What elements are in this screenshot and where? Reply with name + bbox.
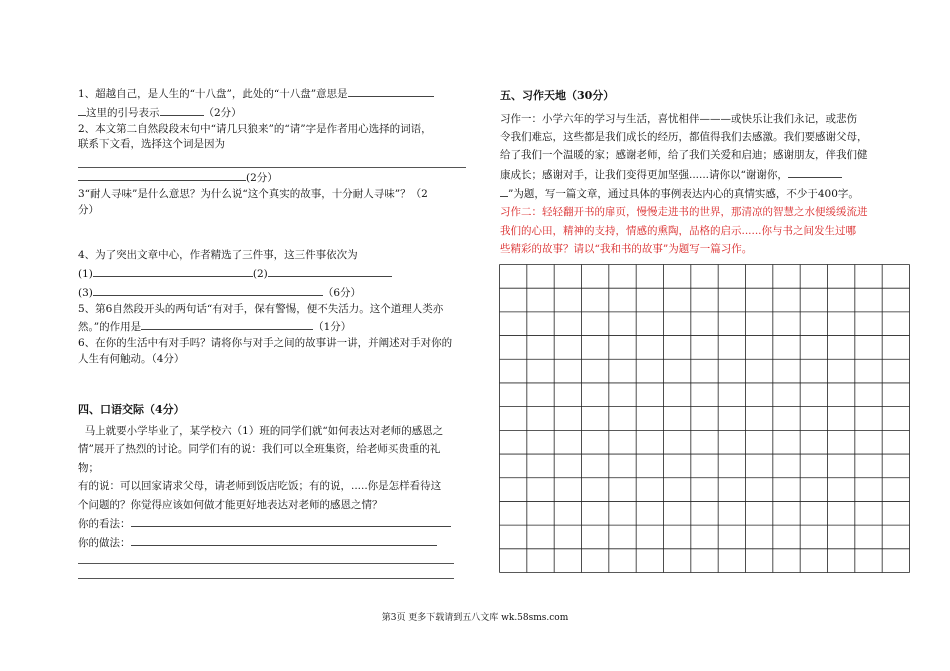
- title-blank: [500, 184, 508, 197]
- writing-prompt-2: 习作二：轻轻翻开书的扉页，慢慢走进书的世界，那清凉的智慧之水便缓缓流进 我们的心田，精神的支持，情感的熏陶，品格的启示......你与书之间发生过哪 些精彩的故事？请以“我和书的故事”为题写一篇习作。: [500, 206, 868, 256]
- answer-line: [78, 564, 454, 579]
- answer-line: [78, 153, 466, 168]
- question-5: 5、第6自然段开头的两句话“有对手，保有警惕，便不失活力。这个道理人类亦 然。”的作用是 （1分）: [78, 302, 444, 334]
- answer-blank: [141, 317, 313, 330]
- question-2-continued: (2分）: [78, 168, 470, 187]
- page-footer: 第3页 更多下载请到五八文库 wk.58sms.com: [381, 613, 569, 623]
- writing-column: [500, 88, 910, 259]
- writing-prompt-1: 习作一：小学六年的学习与生活，喜忧相伴———或快乐让我们永记，或悲伤 令我们难忘，这些都是我们成长的经历，都值得我们去感激。我们要感谢父母， 给了我们一个温暖的家；感谢老师，给了我们关爱和启迪；感谢朋友，伴我们健 康成长；感谢对手，让我们变得更加坚强......请你以“谢谢你， ”为题，写一篇文章，通过具体的事例表达内心的真情实感，不少于400字。: [500, 112, 868, 200]
- question-1: 1、超越自己，是人生的“十八盘”，此处的“十八盘”意思是 这里的引号表示 （2分）: [78, 84, 470, 122]
- action-answer-line: [131, 533, 437, 546]
- section-5-title: 五、习作天地（30分）: [500, 89, 615, 102]
- view-answer-line: [131, 514, 451, 527]
- question-2: 2、本文第二自然段段末句中“请几只狼来”的“请”字是作者用心选择的词语， 联系下文看，选择这个词是因为: [78, 122, 432, 151]
- answer-blank: [160, 103, 204, 116]
- answer-blank: [93, 264, 253, 277]
- answer-blank: [78, 103, 86, 116]
- answer-line: [78, 553, 454, 564]
- question-3: 3“耐人寻味”是什么意思？为什么说“这个真实的故事，十分耐人寻味”？（2 分）: [78, 187, 428, 216]
- section-4-prompt: 马上就要小学毕业了，某学校六（1）班的同学们就“如何表达对老师的感恩之 情”展开了热烈的讨论。同学们有的说：我们可以全班集资，给老师买贵重的礼 物； 有的说：可以回家请求父母，请老师到饭店吃饭；有的说，.....你是怎样看待这 个问题的？你觉得应该如何做才能更好地表达对老师的感恩之情？: [78, 425, 444, 511]
- question-4: 4、为了突出文章中心，作者精选了三件事，这三件事依次为 (1) (2) (3) （6分）: [78, 248, 470, 301]
- answer-blank: [268, 264, 392, 277]
- answer-blank: [78, 168, 246, 181]
- answer-blank: [93, 283, 323, 296]
- essay-grid[interactable]: [499, 264, 910, 573]
- answer-blank: [348, 84, 434, 97]
- questions-column: [78, 84, 470, 579]
- section-4-answers: 你的看法： 你的做法：: [78, 514, 470, 553]
- title-blank: [788, 165, 842, 178]
- section-4-title: 四、口语交际（4分）: [78, 402, 185, 416]
- question-6: 6、在你的生活中有对手吗？请将你与对手之间的故事讲一讲，并阐述对手对你的 人生有何触动。（4分）: [78, 337, 453, 365]
